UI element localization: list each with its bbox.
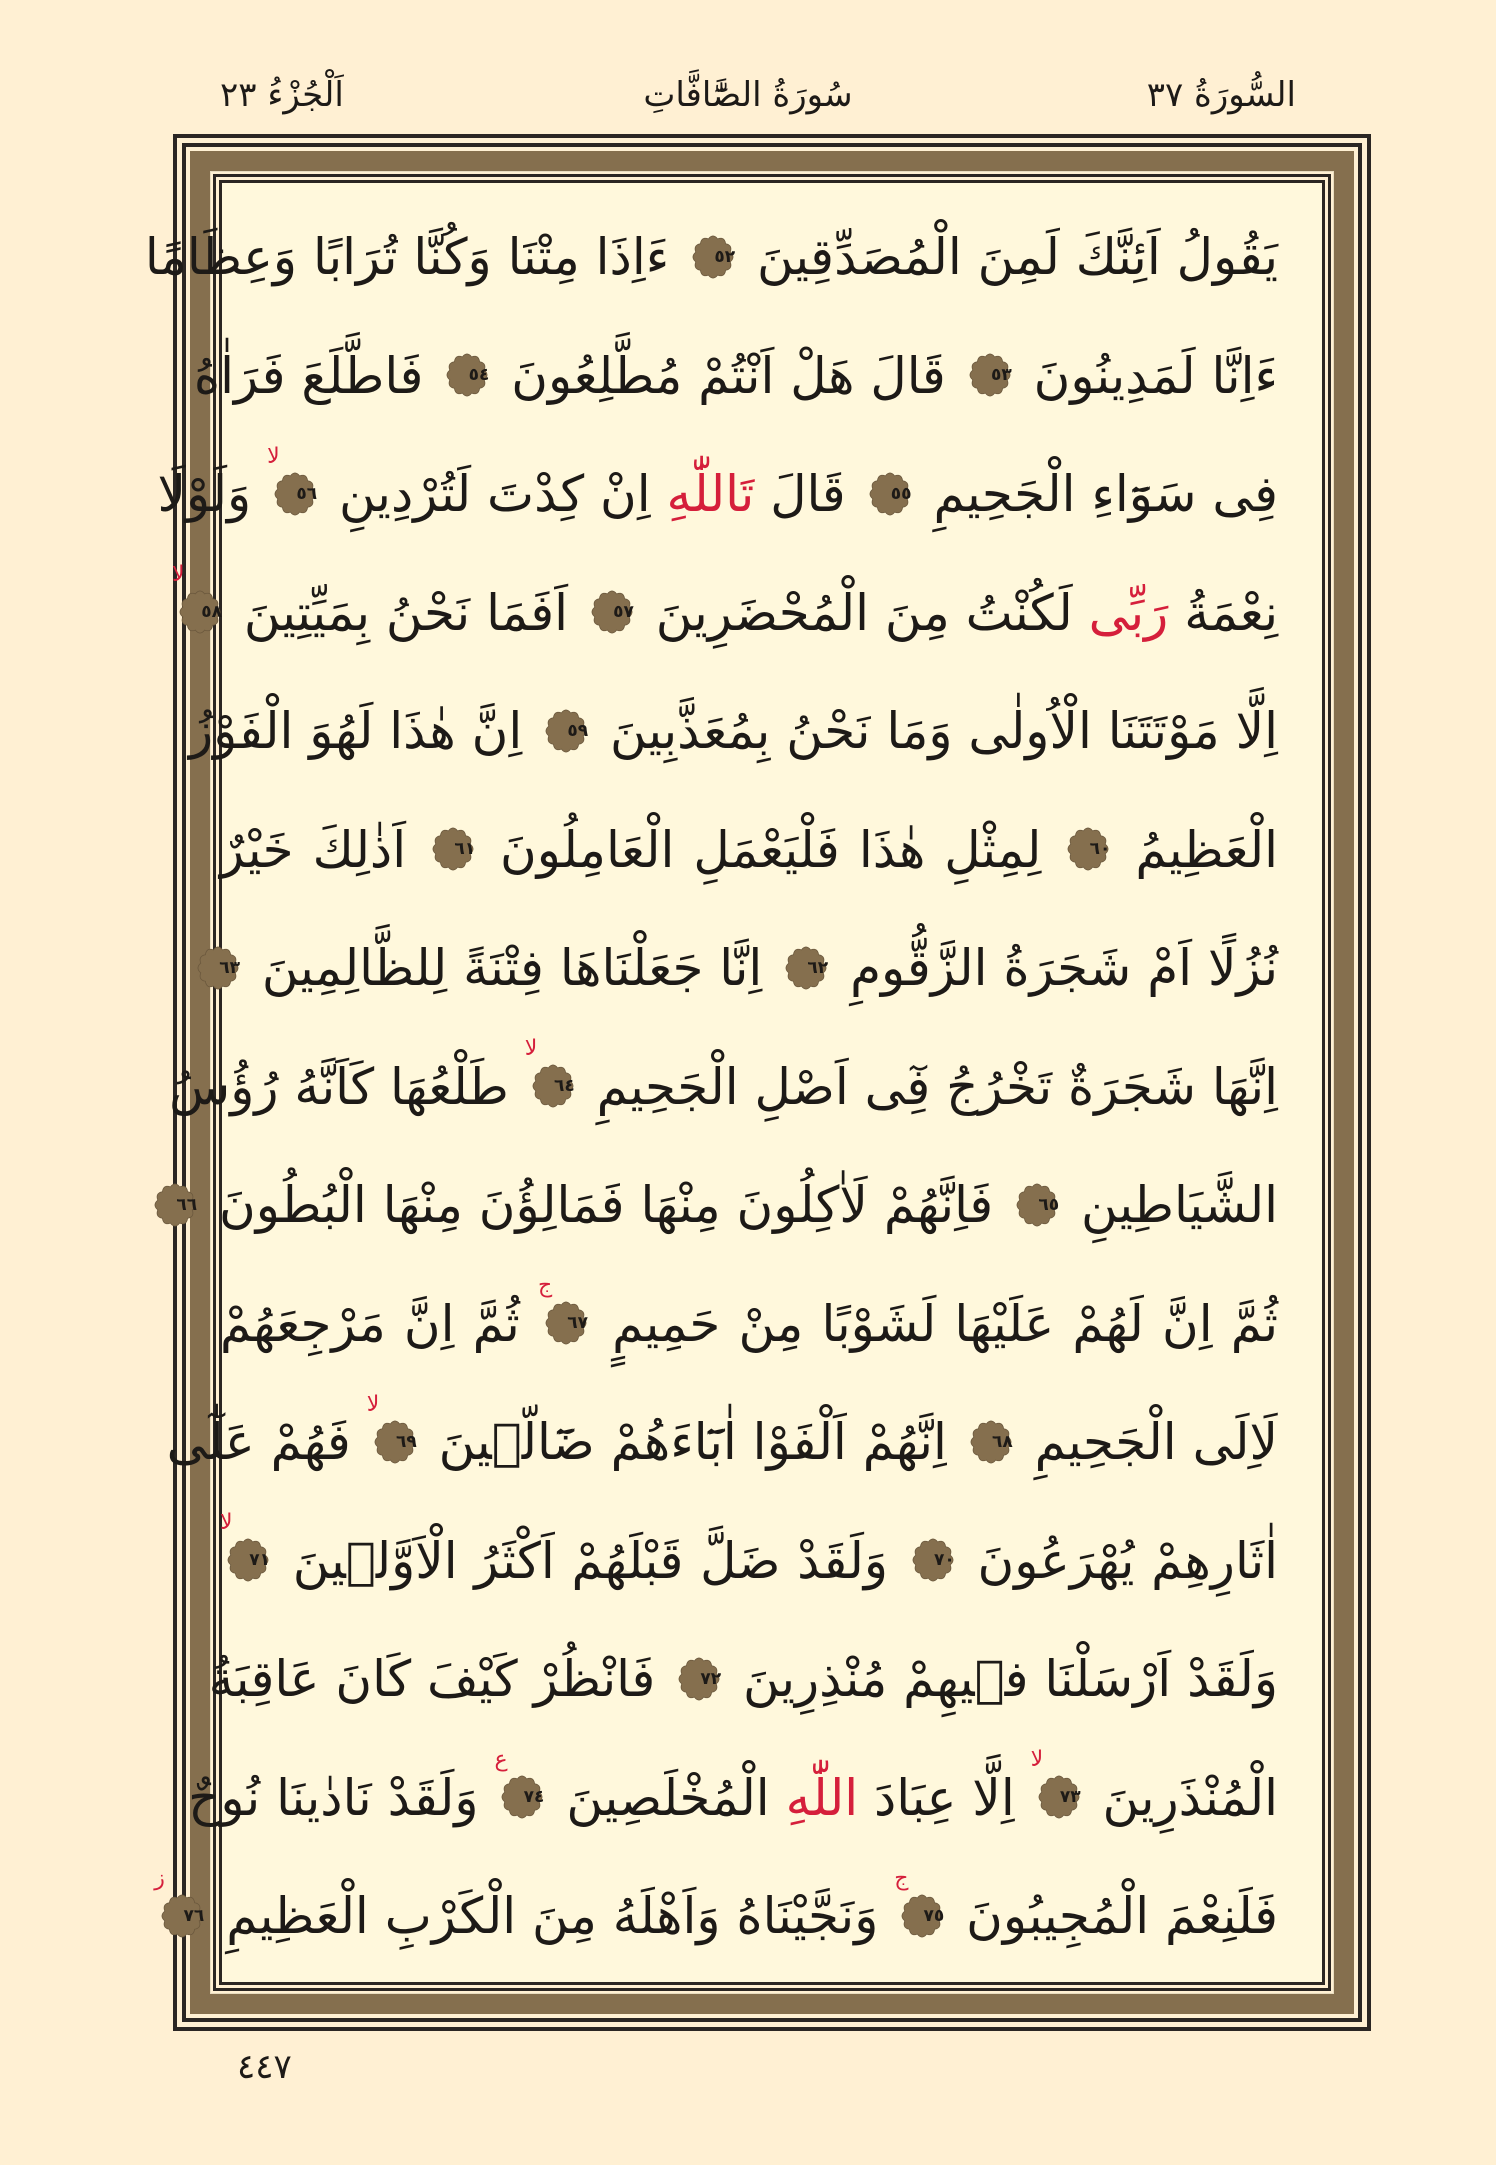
- verse-end-marker-icon: [677, 1657, 721, 1701]
- verse-number: ٥٧: [613, 602, 634, 622]
- verse-text: طَلْعُهَا كَاَنَّهُ رُؤُسُ: [169, 1057, 525, 1116]
- verse-number: ٧٣: [1059, 1787, 1081, 1807]
- text-line: [220, 1265, 1278, 1384]
- pause-mark: ج: [894, 1865, 909, 1891]
- verse-end-marker-icon: [1015, 1183, 1059, 1227]
- text-line: [144, 198, 1278, 317]
- verse-text: نُزُلًا اَمْ شَجَرَةُ الزَّقُّومِ: [834, 939, 1278, 997]
- verse-text: قَالَ هَلْ اَنْتُمْ مُطَّلِعُونَ: [495, 346, 962, 405]
- verse-number: ٦٩: [395, 1431, 417, 1452]
- page-header: [0, 60, 1496, 130]
- verse-end-marker-icon: [784, 946, 828, 990]
- verse-end-marker-icon: [154, 1865, 205, 1938]
- verse-text: الْمُخْلَصِينَ: [550, 1768, 786, 1827]
- pause-mark: لا: [220, 1510, 233, 1535]
- verse-end-marker-icon: [267, 443, 318, 516]
- verse-text: لَكُنْتُ مِنَ الْمُحْضَرِينَ: [639, 583, 1089, 642]
- pause-mark: لا: [267, 443, 280, 469]
- verse-number: ٦٠: [1089, 839, 1111, 859]
- surah-number-label: السُّورَةُ ٣٧: [1146, 75, 1296, 115]
- verse-number: ٦٢: [807, 957, 829, 978]
- verse-end-marker-icon: [544, 709, 588, 753]
- verse-text: ثُمَّ اِنَّ لَهُمْ عَلَيْهَا لَشَوْبًا مِنْ حَمِيمٍ: [593, 1294, 1278, 1353]
- verse-end-marker-icon: [968, 353, 1012, 397]
- verse-text: ءَاِذَا مِتْنَا وَكُنَّا تُرَابًا وَعِظَامًا: [144, 228, 686, 286]
- verse-number: ٥٢: [714, 246, 736, 267]
- pause-mark: لا: [366, 1391, 380, 1417]
- verse-end-marker-icon: [1066, 827, 1110, 871]
- verse-number: ٥٨: [201, 602, 222, 622]
- verse-number: ٧٦: [183, 1905, 205, 1926]
- text-line: [169, 1028, 1278, 1147]
- verse-number: ٦٧: [567, 1313, 588, 1333]
- divine-name-text: رَبِّى: [1088, 583, 1169, 642]
- pause-mark: لا: [1030, 1747, 1044, 1772]
- text-line: [188, 1739, 1278, 1858]
- verse-text: فِى سَوَٓاءِ الْجَحِيمِ: [917, 465, 1278, 523]
- text-line: [171, 554, 1278, 673]
- verse-end-marker-icon: [524, 1036, 575, 1108]
- verse-text: ثُمَّ اِنَّ مَرْجِعَهُمْ: [220, 1294, 538, 1353]
- divine-name-text: اللّٰهِ: [785, 1768, 859, 1827]
- verse-text: اِنَّهُمْ اَلْفَوْا اٰبَٓاءَهُمْ ضَٓالّ۪ينَ: [422, 1413, 963, 1471]
- verse-number: ٧٤: [523, 1787, 545, 1807]
- verse-text: يَقُولُ اَئِنَّكَ لَمِنَ الْمُصَدِّقِينَ: [741, 228, 1278, 286]
- verse-text: الشَّيَاطِينِ: [1065, 1176, 1278, 1234]
- verse-end-marker-icon: [537, 1273, 588, 1345]
- verse-number: ٧٢: [700, 1668, 722, 1689]
- text-line: [193, 317, 1278, 436]
- verse-number: ٦١: [454, 839, 476, 859]
- text-line: [220, 1502, 1278, 1621]
- verse-text: وَلَوْلَا: [157, 465, 268, 523]
- verse-end-marker-icon: [220, 1510, 270, 1582]
- divine-name-text: تَاللّٰهِ: [666, 465, 755, 523]
- pause-mark: ج: [537, 1273, 553, 1298]
- pause-mark: ع: [494, 1747, 508, 1772]
- verse-end-marker-icon: [894, 1865, 945, 1938]
- verse-number: ٦٨: [991, 1431, 1013, 1452]
- verse-end-marker-icon: [153, 1183, 197, 1227]
- verse-text: فَاِنَّهُمْ لَاٰكِلُونَ مِنْهَا فَمَالِؤُنَ مِنْهَا الْبُطُونَ: [203, 1176, 1010, 1234]
- text-line: [154, 1857, 1278, 1976]
- page-number: ٤٤٧: [237, 2047, 292, 2087]
- verse-text: قَالَ: [754, 465, 862, 523]
- verse-end-marker-icon: [969, 1420, 1013, 1464]
- verse-text: اٰثَارِهِمْ يُهْرَعُونَ: [960, 1531, 1278, 1590]
- text-line: [220, 909, 1278, 1028]
- verse-number: ٦٦: [176, 1194, 198, 1215]
- verse-text: اِلَّا عِبَادَ: [858, 1768, 1031, 1827]
- verse-text: فَهُمْ عَلٰٓى: [166, 1413, 367, 1471]
- verse-text: لَاِلَى الْجَحِيمِ: [1018, 1413, 1278, 1471]
- verse-end-marker-icon: [431, 827, 475, 871]
- verse-text: وَنَجَّيْنَاهُ وَاَهْلَهُ مِنَ الْكَرْبِ الْعَظِيمِ: [210, 1887, 895, 1945]
- surah-title: سُورَةُ الصَّٰٓافَّاتِ: [643, 75, 853, 115]
- juz-label: اَلْجُزْءُ ٢٣: [220, 75, 344, 115]
- verse-end-marker-icon: [366, 1391, 417, 1464]
- verse-text: اَذٰلِكَ خَيْرٌ: [220, 820, 426, 879]
- verse-text: اِنَّهَا شَجَرَةٌ تَخْرُجُ فِٓى اَصْلِ الْجَحِيمِ: [580, 1057, 1278, 1116]
- verse-number: ٦٥: [1038, 1194, 1060, 1215]
- verse-text: اَفَمَا نَحْنُ بِمَيِّتِينَ: [227, 583, 584, 642]
- verse-end-marker-icon: [494, 1747, 545, 1819]
- verse-end-marker-icon: [691, 235, 735, 279]
- text-line: [157, 435, 1278, 554]
- verse-number: ٧١: [249, 1550, 270, 1570]
- verse-text: اِلَّا مَوْتَتَنَا الْاُولٰى وَمَا نَحْنُ بِمُعَذَّبِينَ: [594, 702, 1278, 760]
- verse-text: ءَاِنَّا لَمَدِينُونَ: [1017, 346, 1278, 405]
- verse-end-marker-icon: [171, 562, 222, 634]
- verse-end-marker-icon: [1030, 1747, 1081, 1819]
- verse-text: وَلَقَدْ اَرْسَلْنَا ف۪يهِمْ مُنْذِرِينَ: [727, 1650, 1278, 1708]
- pause-mark: ز: [154, 1865, 165, 1891]
- quran-text-block: [144, 198, 1278, 1976]
- text-line: [188, 672, 1278, 791]
- pause-mark: لا: [171, 562, 185, 587]
- verse-text: الْمُنْذَرِينَ: [1086, 1768, 1278, 1827]
- verse-text: فَاطَّلَعَ فَرَاٰهُ: [193, 346, 440, 405]
- verse-number: ٧٥: [923, 1905, 945, 1926]
- verse-number: ٥٦: [296, 483, 318, 504]
- verse-end-marker-icon: [590, 590, 634, 634]
- verse-number: ٥٥: [890, 483, 912, 504]
- verse-text: فَلَنِعْمَ الْمُجِيبُونَ: [950, 1887, 1278, 1945]
- verse-number: ٥٤: [468, 365, 490, 385]
- verse-number: ٥٩: [567, 720, 589, 741]
- verse-number: ٥٣: [990, 365, 1012, 385]
- verse-end-marker-icon: [196, 946, 240, 990]
- text-line: [166, 1383, 1278, 1502]
- verse-text: اِنْ كِدْتَ لَتُرْدِينِ: [323, 465, 667, 523]
- verse-text: الْعَظِيمُ: [1116, 820, 1278, 879]
- verse-end-marker-icon: [911, 1538, 955, 1582]
- verse-number: ٦٤: [553, 1076, 575, 1096]
- verse-text: لِمِثْلِ هٰذَا فَلْيَعْمَلِ الْعَامِلُونَ: [481, 820, 1061, 879]
- verse-end-marker-icon: [445, 353, 489, 397]
- verse-number: ٦٣: [219, 957, 240, 978]
- verse-text: فَانْظُرْ كَيْفَ كَانَ عَاقِبَةُ: [208, 1650, 672, 1708]
- text-line: [176, 1146, 1278, 1265]
- verse-text: اِنَّ هٰذَا لَهُوَ الْفَوْزُ: [188, 702, 539, 760]
- verse-text: اِنَّا جَعَلْنَاهَا فِتْنَةً لِلظَّالِمِينَ: [245, 939, 779, 997]
- verse-number: ٧٠: [934, 1550, 955, 1570]
- text-line: [220, 791, 1278, 910]
- verse-text: وَلَقَدْ نَادٰينَا نُوحٌ: [188, 1768, 495, 1827]
- pause-mark: لا: [524, 1036, 538, 1061]
- verse-text: وَلَقَدْ ضَلَّ قَبْلَهُمْ اَكْثَرُ الْاَوَّل۪ينَ: [276, 1531, 905, 1590]
- verse-end-marker-icon: [868, 472, 912, 516]
- verse-text: نِعْمَةُ: [1168, 583, 1278, 642]
- text-line: [208, 1620, 1278, 1739]
